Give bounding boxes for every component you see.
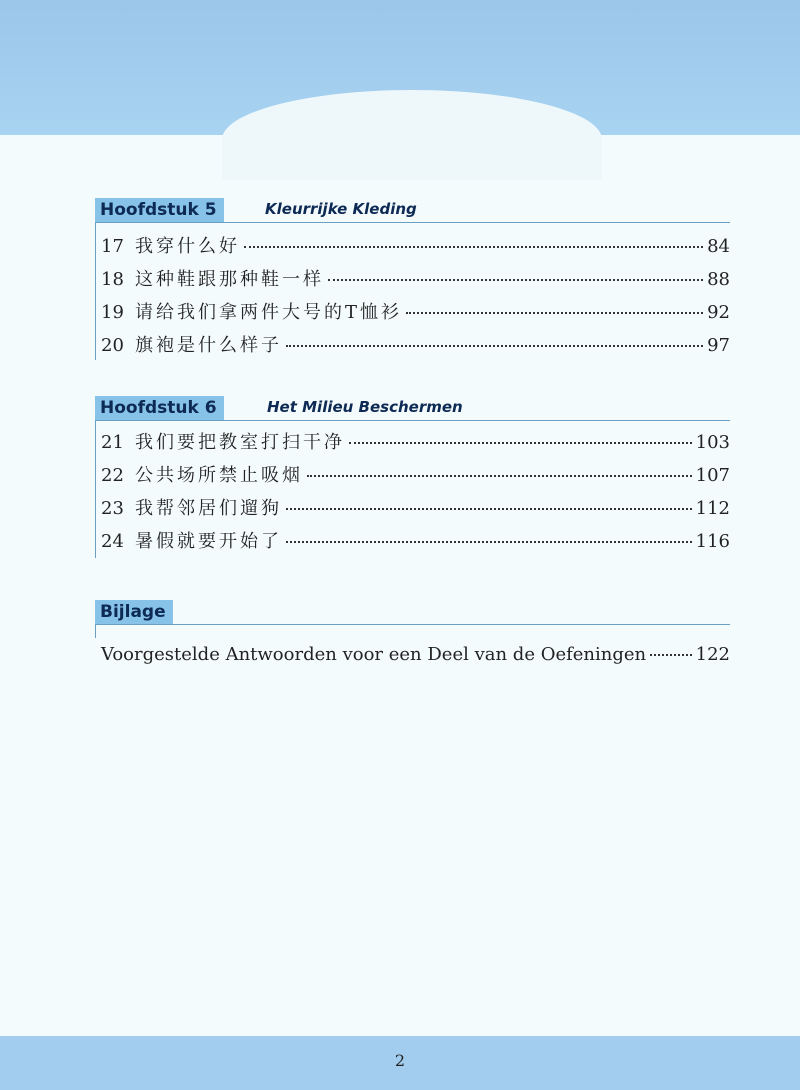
lesson-title: 请给我们拿两件大号的T恤衫 (135, 302, 403, 323)
section-hoofdstuk-6 (95, 396, 730, 568)
page-number: 84 (707, 236, 730, 257)
lesson-number: 18 (101, 269, 124, 290)
toc-entry[interactable] (101, 298, 730, 326)
toc-entry[interactable] (101, 428, 730, 456)
lesson-title: 暑假就要开始了 (135, 531, 282, 552)
footer-page-number: 2 (394, 1051, 406, 1070)
top-tab-shape (222, 90, 602, 180)
appendix-title: Voorgestelde Antwoorden voor een Deel van de Oefeningen (101, 644, 647, 665)
section-hoofdstuk-5 (95, 198, 730, 370)
section-title: Kleurrijke Kleding (265, 200, 417, 218)
dot-leader (286, 345, 703, 347)
dot-leader (328, 279, 703, 281)
section-side-rule (95, 222, 96, 360)
lesson-title: 旗袍是什么样子 (135, 335, 282, 356)
lesson-number: 24 (101, 531, 124, 552)
dot-leader (650, 654, 692, 656)
lesson-number: 22 (101, 465, 124, 486)
toc-entry[interactable] (101, 461, 730, 489)
lesson-number: 20 (101, 335, 124, 356)
page-number: 107 (695, 465, 730, 486)
section-rule (95, 222, 730, 223)
dot-leader (244, 246, 703, 248)
toc-entry[interactable] (101, 331, 730, 359)
dot-leader (286, 541, 692, 543)
section-side-rule (95, 624, 96, 638)
lesson-title: 这种鞋跟那种鞋一样 (135, 269, 324, 290)
section-header (95, 396, 730, 424)
page-number: 103 (695, 432, 730, 453)
lesson-title: 我穿什么好 (135, 236, 240, 257)
toc-entry[interactable] (101, 494, 730, 522)
lesson-number: 19 (101, 302, 124, 323)
page-number: 112 (695, 498, 730, 519)
dot-leader (286, 508, 692, 510)
dot-leader (406, 312, 703, 314)
section-rule (95, 420, 730, 421)
lesson-title: 公共场所禁止吸烟 (135, 465, 303, 486)
section-header (95, 198, 730, 226)
page-number: 122 (695, 644, 730, 665)
dot-leader (349, 442, 692, 444)
page-number: 92 (707, 302, 730, 323)
page-number: 116 (695, 531, 730, 552)
section-bijlage (95, 600, 730, 680)
section-label: Hoofdstuk 5 (95, 198, 224, 222)
page-number: 88 (707, 269, 730, 290)
lesson-title: 我帮邻居们遛狗 (135, 498, 282, 519)
lesson-title: 我们要把教室打扫干净 (135, 432, 345, 453)
lesson-number: 17 (101, 236, 124, 257)
section-side-rule (95, 420, 96, 558)
section-rule (95, 624, 730, 625)
page-number: 97 (707, 335, 730, 356)
section-title: Het Milieu Beschermen (267, 398, 463, 416)
dot-leader (307, 475, 692, 477)
section-label: Hoofdstuk 6 (95, 396, 224, 420)
lesson-number: 23 (101, 498, 124, 519)
section-label: Bijlage (95, 600, 173, 624)
toc-entry[interactable] (101, 644, 730, 672)
lesson-number: 21 (101, 432, 124, 453)
toc-entry[interactable] (101, 265, 730, 293)
toc-entry[interactable] (101, 527, 730, 555)
section-header (95, 600, 730, 628)
toc-entry[interactable] (101, 232, 730, 260)
